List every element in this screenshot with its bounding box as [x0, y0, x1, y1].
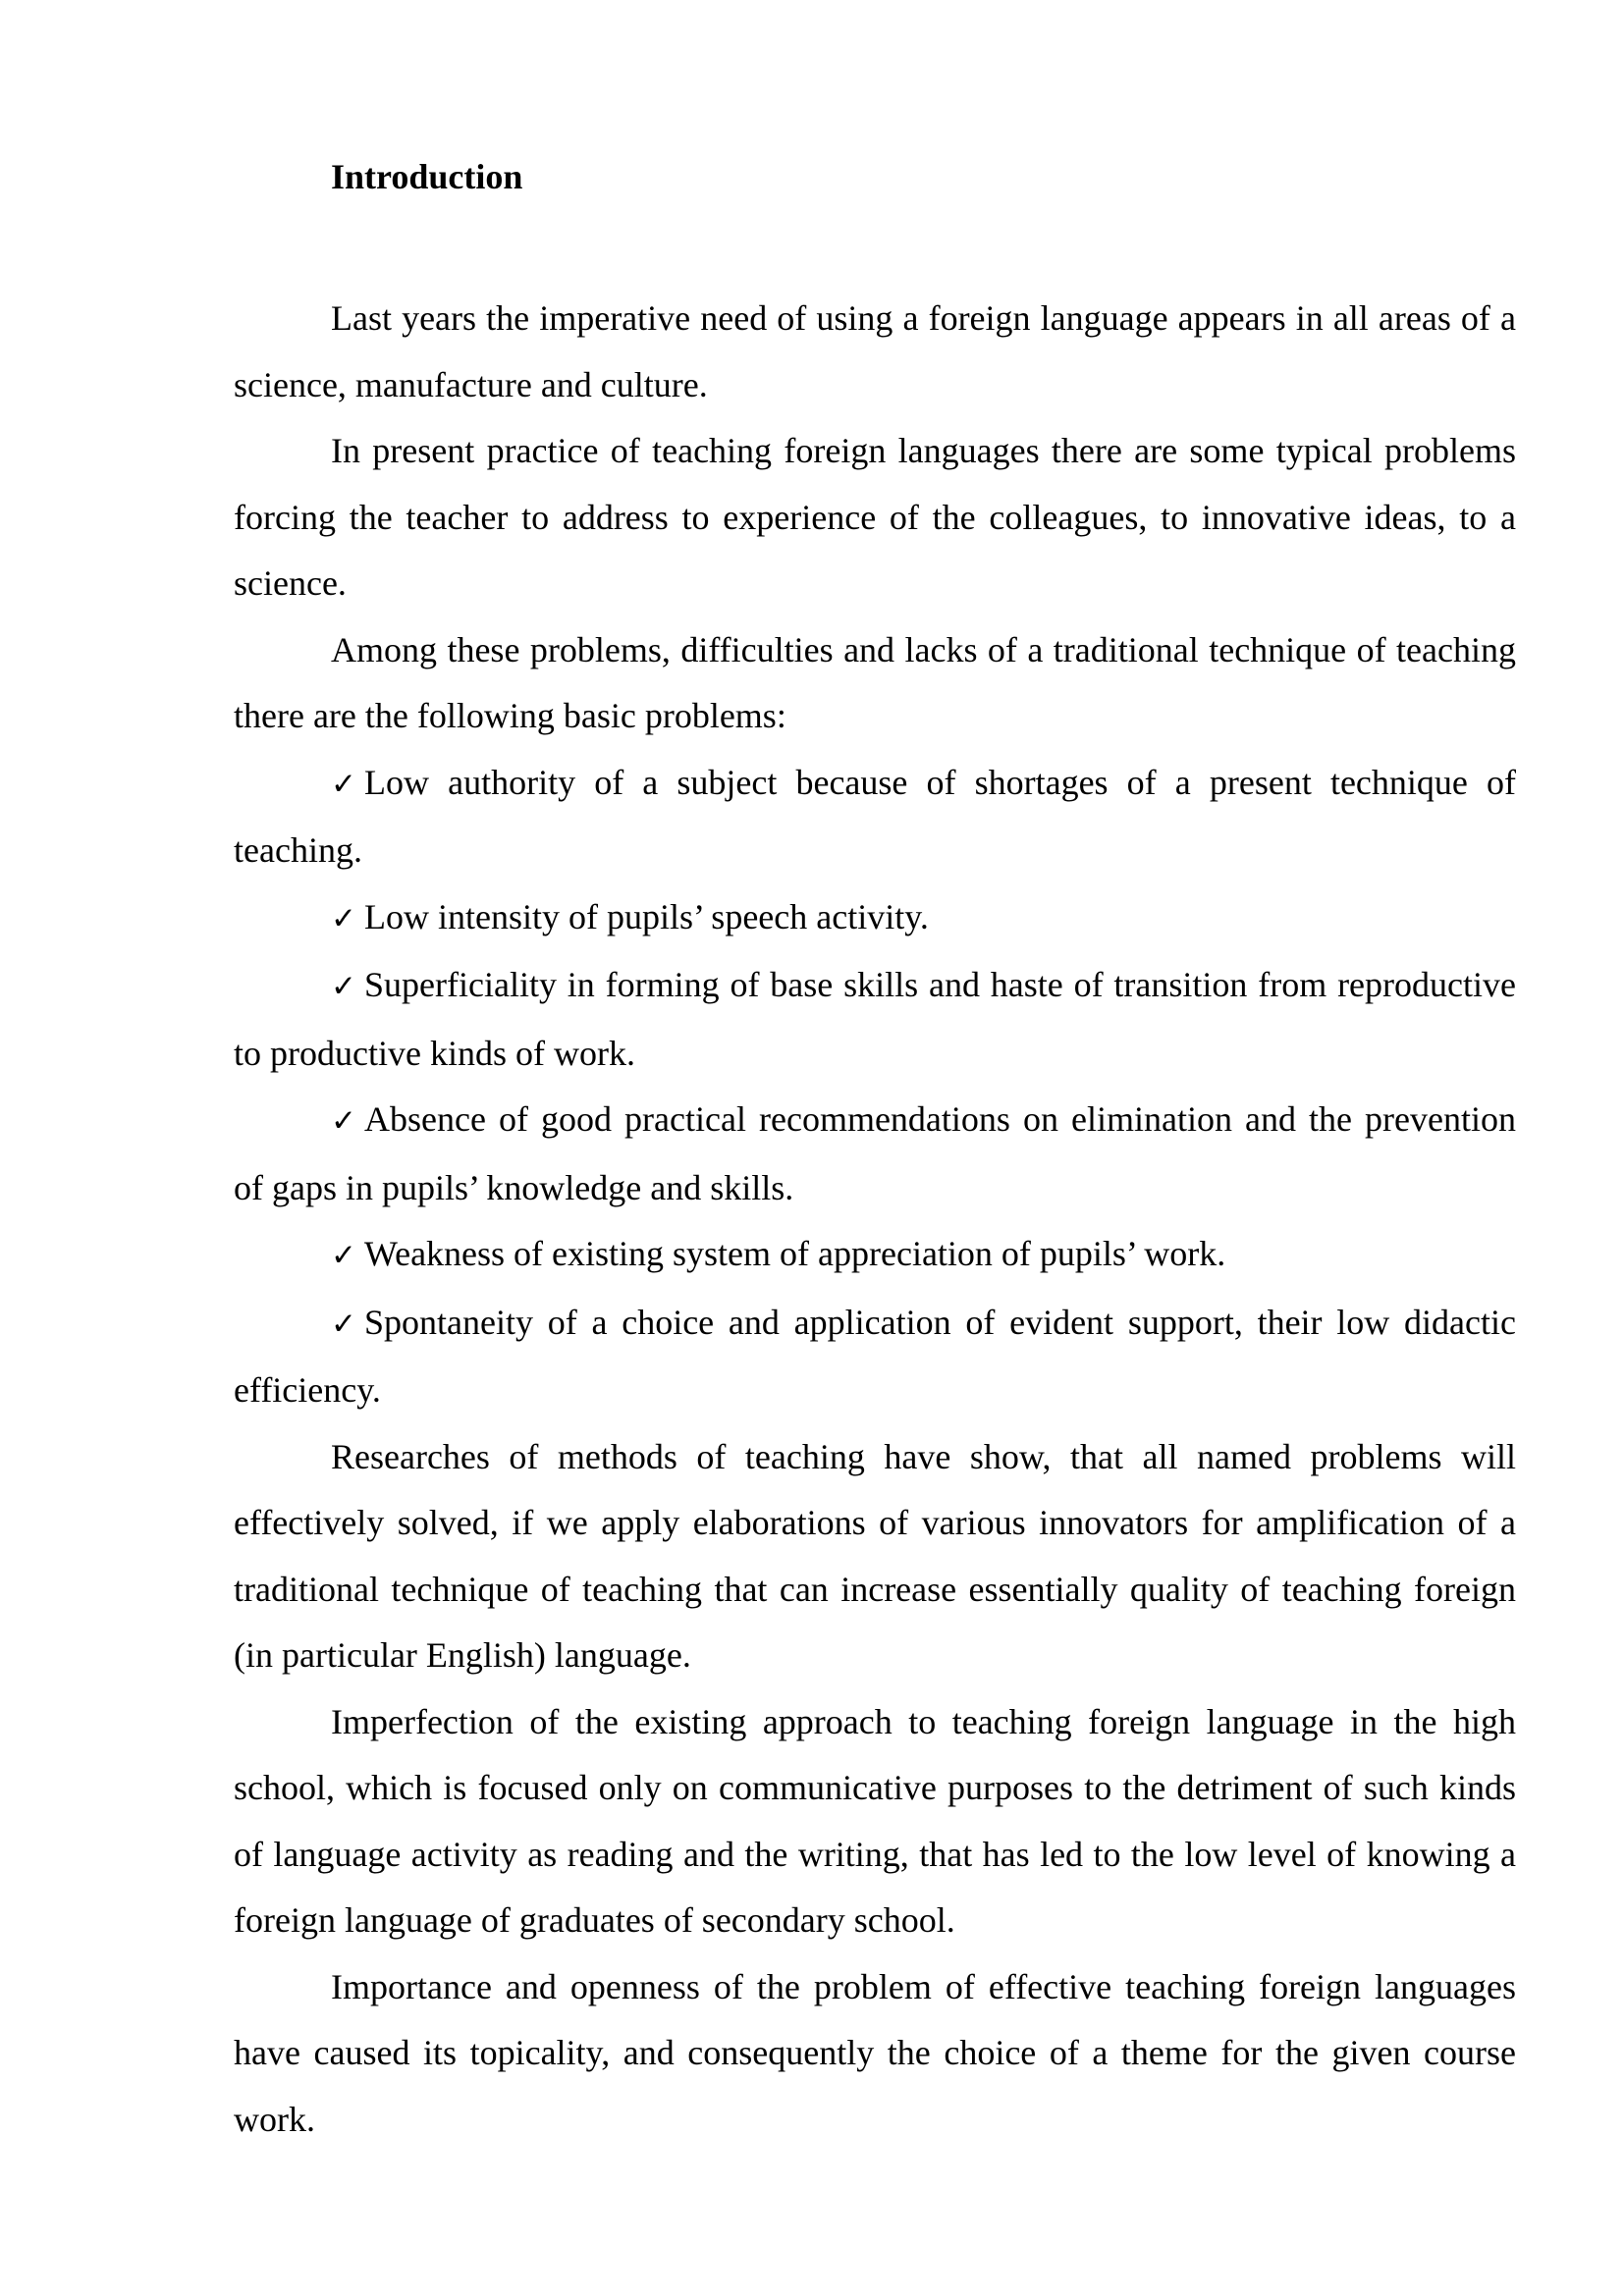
paragraph: Imperfection of the existing approach to teaching foreign language in the high school, which is focused only on communicative purposes to the detriment of such kinds of language activity as reading and the writing, that has led to the low level of knowing a foreign language of graduates of secondary school. — [234, 1701, 1516, 1940]
paragraph: Importance and openness of the problem of effective teaching foreign languages have caused its topicality, and consequently the choice of a theme for the given course work. — [234, 1966, 1516, 2139]
list-item-text: Superficiality in forming of base skills and haste of transition from reproductive to productive kinds of work. — [234, 965, 1516, 1073]
paragraph: Among these problems, difficulties and lacks of a traditional technique of teaching there are the following basic problems: — [234, 629, 1516, 735]
list-item-text: Spontaneity of a choice and application of evident support, their low didactic efficiency. — [234, 1302, 1516, 1410]
paragraph: Last years the imperative need of using a foreign language appears in all areas of a science, manufacture and culture. — [234, 298, 1516, 404]
check-icon: ✓ — [331, 1238, 356, 1273]
list-item — [234, 884, 1516, 953]
list-item-text: Absence of good practical recommendations on elimination and the prevention of gaps in pupils’ knowledge and skills. — [234, 1099, 1516, 1207]
list-item — [234, 1290, 1516, 1424]
check-icon: ✓ — [331, 1306, 356, 1342]
list-item — [234, 750, 1516, 884]
list-item-text: Low authority of a subject because of shortages of a present technique of teaching. — [234, 762, 1516, 870]
page-title: Introduction — [331, 157, 523, 196]
check-icon: ✓ — [331, 766, 356, 802]
list-item — [234, 1221, 1516, 1290]
check-icon: ✓ — [331, 900, 356, 936]
check-icon: ✓ — [331, 969, 356, 1004]
list-item — [234, 1087, 1516, 1221]
paragraph: In present practice of teaching foreign languages there are some typical problems forcing the teacher to address to experience of the colleagues, to innovative ideas, to a science. — [234, 431, 1516, 603]
paragraph: Researches of methods of teaching have show, that all named problems will effectively solved, if we apply elaborations of various innovators for amplification of a traditional technique of teaching that can increase essentially quality of teaching foreign (in particular English) language. — [234, 1436, 1516, 1675]
body-text — [234, 286, 1516, 2153]
list-item — [234, 952, 1516, 1087]
list-item-text: Weakness of existing system of appreciation of pupils’ work. — [364, 1234, 1226, 1273]
list-item-text: Low intensity of pupils’ speech activity. — [364, 896, 929, 936]
check-icon: ✓ — [331, 1103, 356, 1139]
